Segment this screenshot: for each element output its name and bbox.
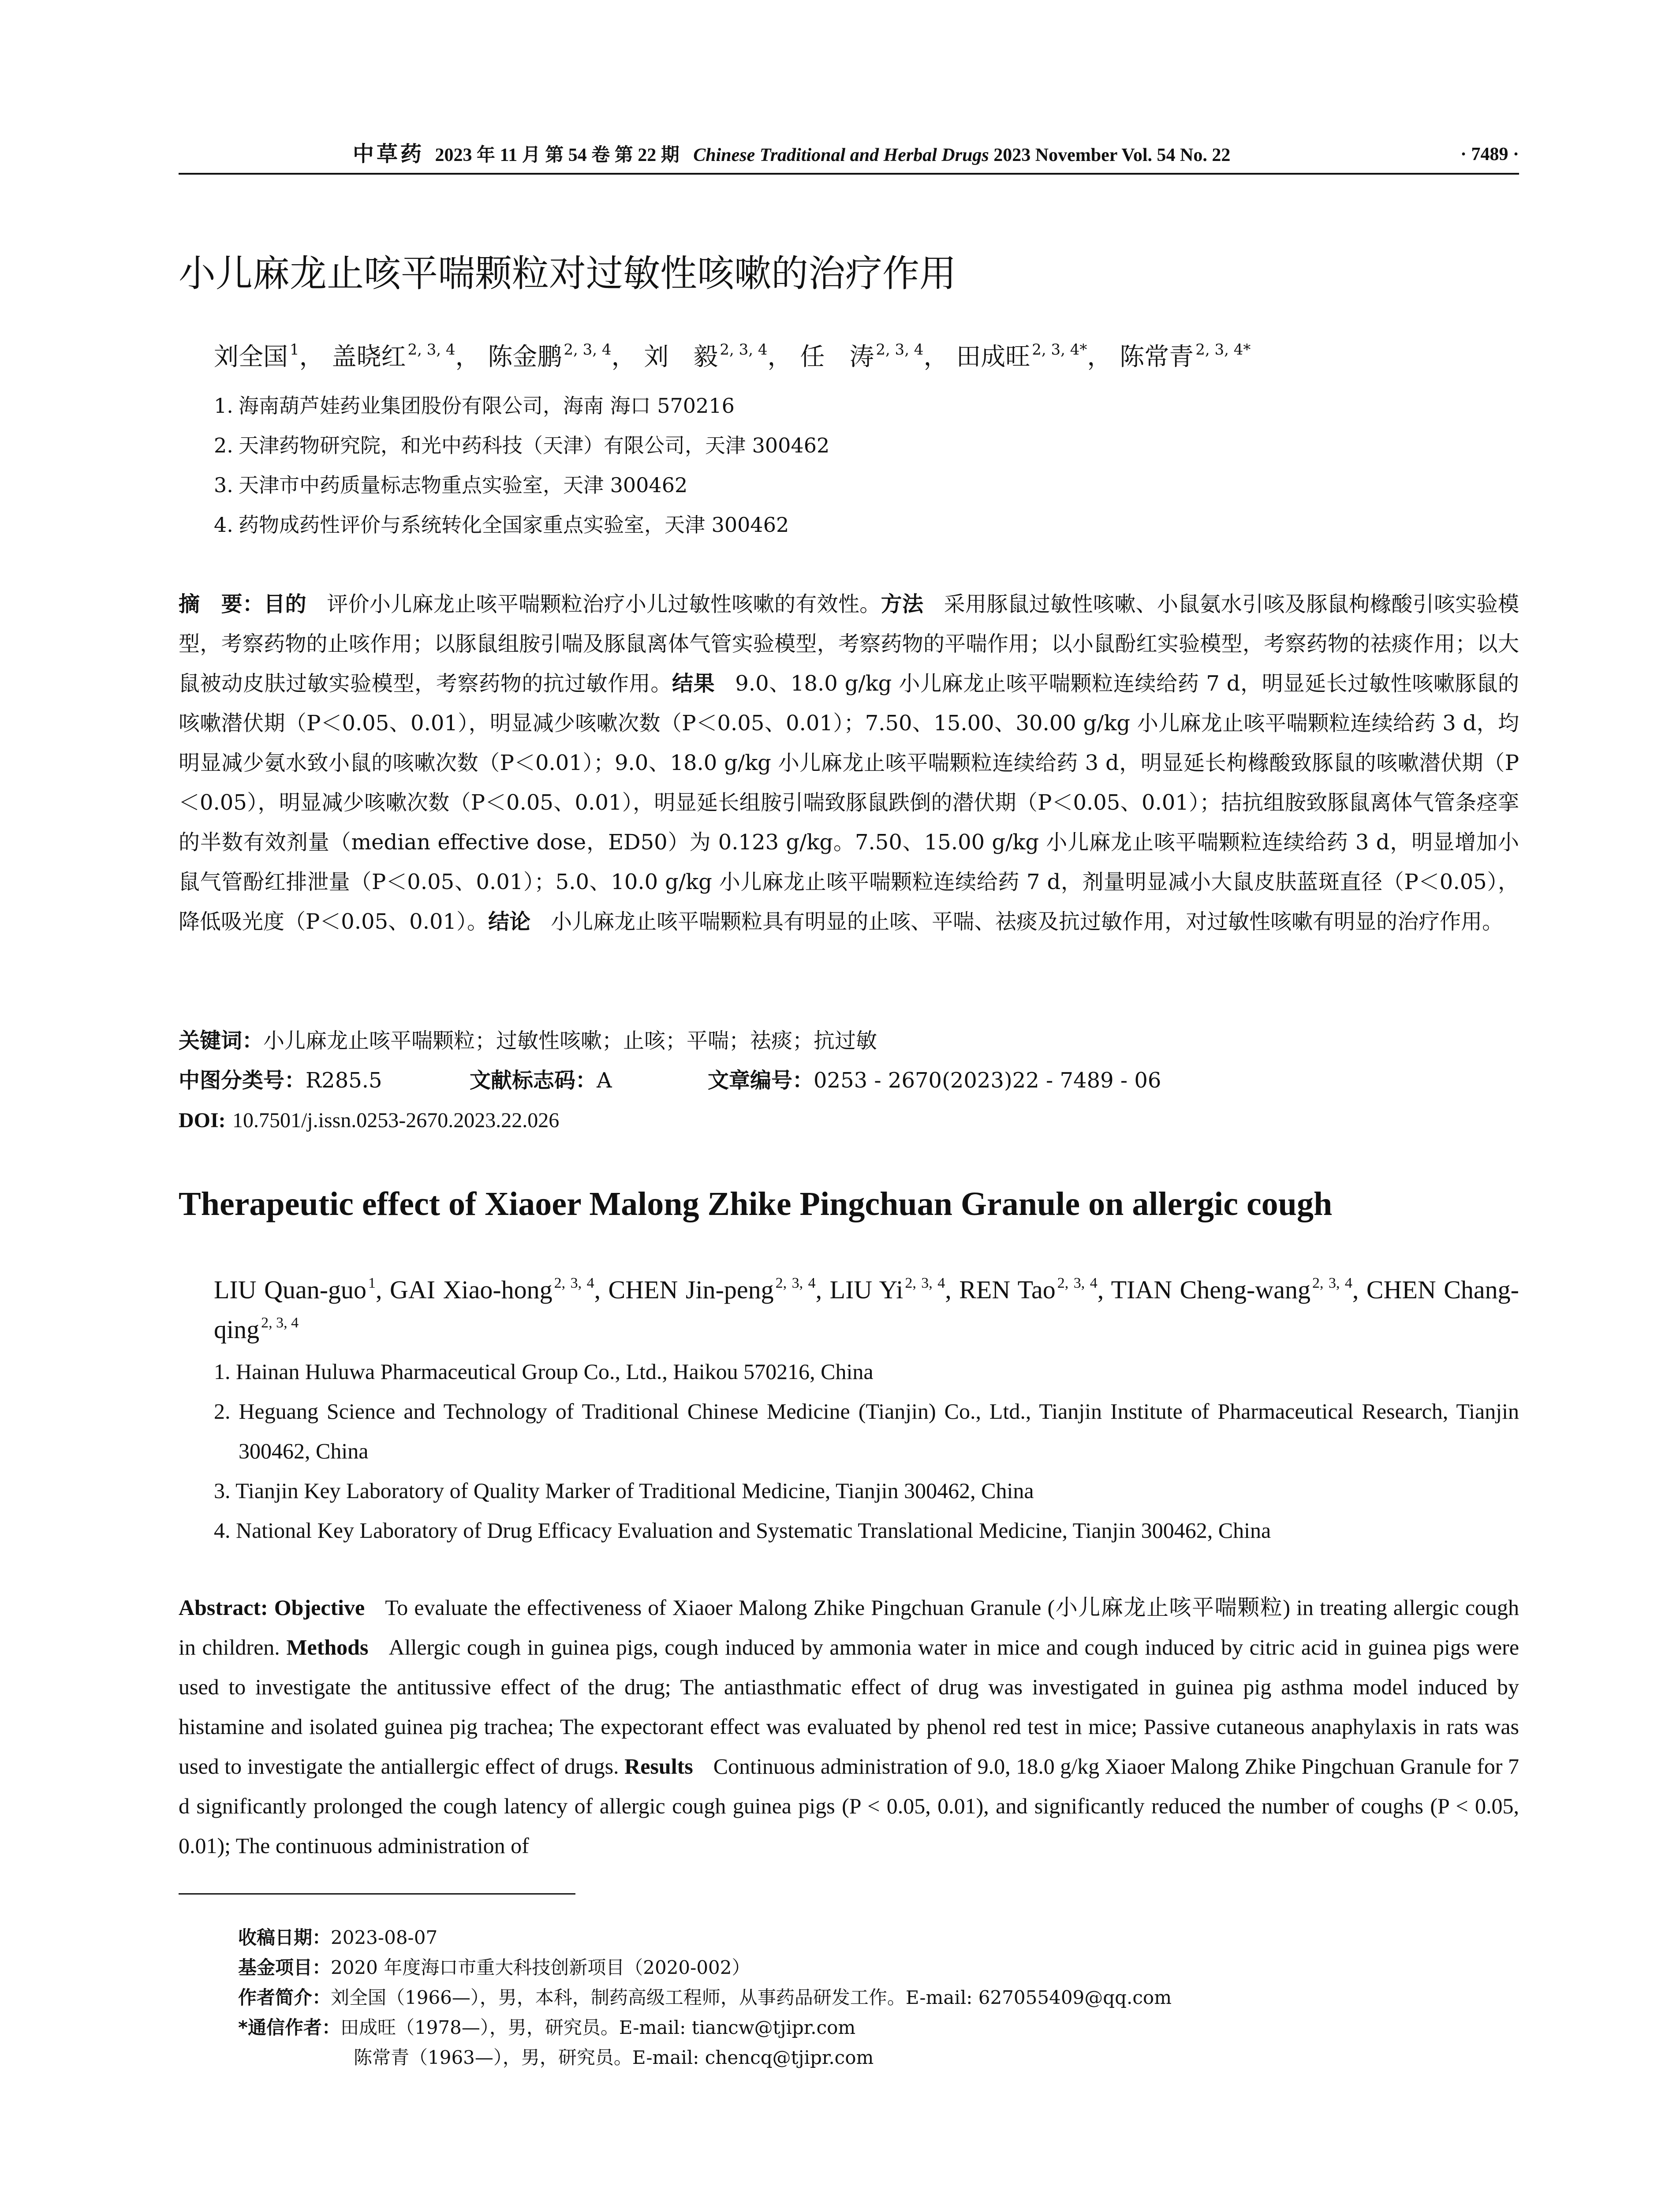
objective-label-en: Objective [274, 1595, 365, 1620]
affiliation-en: 3. Tianjin Key Laboratory of Quality Marker of Traditional Medicine, Tianjin 300462, China [214, 1478, 1034, 1503]
authors-cn: 刘全国 $^1$， 盖晓红 $^{2, 3, 4}$， 陈金鹏 $^{2, 3, 4}$， 刘 毅 $^{2, 3, 4}$， 任 涛 $^{2, 3, 4}$， 田成旺 $^{2, 3, 4*}$， 陈常青 $^{2, 3, 4*}$ [214, 341, 1251, 371]
article-no-value: 0253 - 2670(2023)22 - 7489 - 06 [814, 1068, 1161, 1093]
abstract-label: 摘 要： [179, 592, 264, 617]
footnote-corresponding: *通信作者：田成旺（1978—），男，研究员。E-mail: tiancw@tjipr.com [238, 2017, 856, 2038]
objective-text: 评价小儿麻龙止咳平喘颗粒治疗小儿过敏性咳嗽的有效性。 [326, 592, 881, 617]
methods-text-en: Allergic cough in guinea pigs, cough induced by ammonia water in mice and cough induced by citric acid in guinea pigs were used to investigate the antitussive effect of the drug; The antiasthmatic effect of drug was investigated in guinea pig asthma model induced by histamine and isolated guinea pig trachea; The expectorant effect was evaluated by phenol red test in mice; Passive cutaneous anaphylaxis in rats was used to investigate the antiallergic effect of drugs. [179, 1635, 1519, 1779]
footnote-funding: 基金项目：2020 年度海口市重大科技创新项目（2020-002） [238, 1957, 750, 1978]
authors-en: LIU Quan-guo $^1$, GAI Xiao-hong $^{2, 3, 4}$, CHEN Jin-peng $^{2, 3, 4}$, LIU Yi $^{2, 3, 4}$, REN Tao $^{2, 3, 4}$, TIAN Cheng-wang $^{2, 3, 4}$, CHEN Chang-qing $^{2, 3, 4}$ [214, 1275, 1519, 1344]
results-label-en: Results [624, 1754, 693, 1779]
doi-label: DOI: [179, 1109, 226, 1132]
methods-label: 方法 [881, 592, 924, 617]
author-en: GAI Xiao-hong [390, 1275, 553, 1304]
author-sup: 2, 3, 4 [1312, 1275, 1352, 1291]
issue-cn: 2023 年 11 月 第 54 卷 第 22 期 [435, 145, 679, 165]
author-sup: 1 [290, 341, 299, 359]
footnote-rule [179, 1893, 575, 1895]
doc-code-label: 文献标志码： [470, 1068, 597, 1093]
footnote-corresponding-2: 陈常青（1963—），男，研究员。E-mail: chencq@tjipr.com [354, 2047, 874, 2068]
methods-label-en: Methods [286, 1635, 369, 1659]
journal-name-en: Chinese Traditional and Herbal Drugs [693, 145, 989, 165]
author-sup: 2, 3, 4 [564, 341, 612, 359]
author-sup: 2, 3, 4 [775, 1275, 816, 1291]
author-en: CHEN Jin-peng [608, 1275, 774, 1304]
author-en: LIU Yi [829, 1275, 903, 1304]
author-cn: 刘全国 [214, 343, 288, 371]
affiliation-cn: 4. 药物成药性评价与系统转化全国家重点实验室，天津 300462 [214, 513, 789, 537]
doi-text[interactable]: 10.7501/j.issn.0253-2670.2023.22.026 [232, 1109, 560, 1132]
keywords-label: 关键词： [179, 1028, 264, 1053]
author-en: LIU Quan-guo [214, 1275, 367, 1304]
author-sup: 2, 3, 4* [1195, 341, 1251, 359]
author-sup: 2, 3, 4* [1032, 341, 1087, 359]
doc-code-value: A [597, 1068, 612, 1093]
author-en: CHEN Chang-qing [214, 1275, 1519, 1344]
title-en: Therapeutic effect of Xiaoer Malong Zhike Pingchuan Granule on allergic cough [179, 1185, 1333, 1222]
author-sup: 2, 3, 4 [720, 341, 768, 359]
author-en: REN Tao [959, 1275, 1056, 1304]
footnotes [238, 1923, 1172, 2073]
clc-label: 中图分类号： [179, 1068, 306, 1093]
author-en: TIAN Cheng-wang [1111, 1275, 1310, 1304]
author-cn: 刘 毅 [644, 343, 718, 371]
affiliation-en: 2. Heguang Science and Technology of Traditional Chinese Medicine (Tianjin) Co., Ltd., Tianjin Institute of Pharmaceutical Research, Tianjin 300462, China [214, 1399, 1519, 1463]
keywords-text: 小儿麻龙止咳平喘颗粒；过敏性咳嗽；止咳；平喘；祛痰；抗过敏 [263, 1028, 877, 1053]
issue-en: 2023 November Vol. 54 No. 22 [993, 145, 1231, 165]
affiliation-cn: 2. 天津药物研究院，和光中药科技（天津）有限公司，天津 300462 [214, 434, 830, 457]
results-text-en: Continuous administration of 9.0, 18.0 g/kg Xiaoer Malong Zhike Pingchuan Granule for 7 d significantly prolonged the cough latency of allergic cough guinea pigs (P < 0.05, 0.01), and significantly reduced the number of coughs (P < 0.05, 0.01); The continuous administration of [179, 1754, 1519, 1858]
keywords-cn [179, 1021, 877, 1061]
author-sup: 2, 3, 4 [1057, 1275, 1098, 1291]
affiliation-en: 1. Hainan Huluwa Pharmaceutical Group Co., Ltd., Haikou 570216, China [214, 1359, 874, 1384]
author-cn: 田成旺 [956, 343, 1030, 371]
author-sup: 2, 3, 4 [407, 341, 455, 359]
author-sup: 2, 3, 4 [554, 1275, 594, 1291]
journal-logo: 中草药 [353, 142, 425, 166]
objective-text-en: To evaluate the effectiveness of Xiaoer Malong Zhike Pingchuan Granule (小儿麻龙止咳平喘颗粒) in treating allergic cough in children. [179, 1595, 1519, 1659]
header-rule [179, 173, 1519, 175]
author-cn: 陈常青 [1120, 343, 1194, 371]
author-cn: 任 涛 [800, 343, 874, 371]
author-cn: 陈金鹏 [488, 343, 562, 371]
classification-cn [179, 1061, 1161, 1100]
affiliation-cn: 1. 海南葫芦娃药业集团股份有限公司，海南 海口 570216 [214, 394, 735, 418]
author-sup: 2, 3, 4 [905, 1275, 945, 1291]
results-text: 9.0、18.0 g/kg 小儿麻龙止咳平喘颗粒连续给药 7 d，明显延长过敏性咳嗽豚鼠的咳嗽潜伏期（P＜0.05、0.01），明显减少咳嗽次数（P＜0.05、0.01）；7.50、15.00、30.00 g/kg 小儿麻龙止咳平喘颗粒连续给药 3 d，均明显减少氨水致小鼠的咳嗽次数（P＜0.01）；9.0、18.0 g/kg 小儿麻龙止咳平喘颗粒连续给药 3 d，明显延长枸橼酸致豚鼠的咳嗽潜伏期（P＜0.05），明显减少咳嗽次数（P＜0.05、0.01），明显延长组胺引喘致豚鼠跌倒的潜伏期（P＜0.05、0.01）；拮抗组胺致豚鼠离体气管条痉挛的半数有效剂量（median effective dose，ED50）为 0.123 g/kg。7.50、15.00 g/kg 小儿麻龙止咳平喘颗粒连续给药 3 d，明显增加小鼠气管酚红排泄量（P＜0.05、0.01）；5.0、10.0 g/kg 小儿麻龙止咳平喘颗粒连续给药 7 d，剂量明显减小大鼠皮肤蓝斑直径（P＜0.05），降低吸光度（P＜0.05、0.01）。 [179, 671, 1519, 934]
author-sup: 1 [368, 1275, 376, 1291]
affiliations-en [214, 1352, 1519, 1550]
affiliation-cn: 3. 天津市中药质量标志物重点实验室，天津 300462 [214, 473, 688, 497]
author-cn: 盖晓红 [332, 343, 406, 371]
doi [179, 1100, 559, 1140]
objective-label: 目的 [264, 592, 306, 617]
results-label: 结果 [672, 671, 715, 696]
methods-text: 采用豚鼠过敏性咳嗽、小鼠氨水引咳及豚鼠枸橼酸引咳实验模型，考察药物的止咳作用；以豚鼠组胺引喘及豚鼠离体气管实验模型，考察药物的平喘作用；以小鼠酚红实验模型，考察药物的祛痰作用；以大鼠被动皮肤过敏实验模型，考察药物的抗过敏作用。 [179, 592, 1519, 696]
abstract-label-en: Abstract: [179, 1595, 268, 1620]
author-sup: 2, 3, 4 [876, 341, 924, 359]
clc-value: R285.5 [306, 1068, 382, 1093]
footnote-author-bio: 作者简介：刘全国（1966—），男，本科，制药高级工程师，从事药品研发工作。E-mail: 627055409@qq.com [238, 1987, 1172, 2008]
conclusion-text: 小儿麻龙止咳平喘颗粒具有明显的止咳、平喘、祛痰及抗过敏作用，对过敏性咳嗽有明显的治疗作用。 [551, 909, 1504, 934]
footnote-received: 收稿日期：2023-08-07 [238, 1927, 438, 1948]
author-sup: 2, 3, 4 [261, 1315, 299, 1331]
abstract-cn [179, 584, 1519, 942]
affiliations-cn [214, 386, 829, 545]
conclusion-label: 结论 [488, 909, 531, 934]
affiliation-en: 4. National Key Laboratory of Drug Efficacy Evaluation and Systematic Translational Medicine, Tianjin 300462, China [214, 1518, 1271, 1543]
article-no-label: 文章编号： [708, 1068, 814, 1093]
abstract-en [179, 1588, 1519, 1865]
page-number: · 7489 · [1460, 144, 1519, 164]
title-cn: 小儿麻龙止咳平喘颗粒对过敏性咳嗽的治疗作用 [179, 252, 957, 295]
